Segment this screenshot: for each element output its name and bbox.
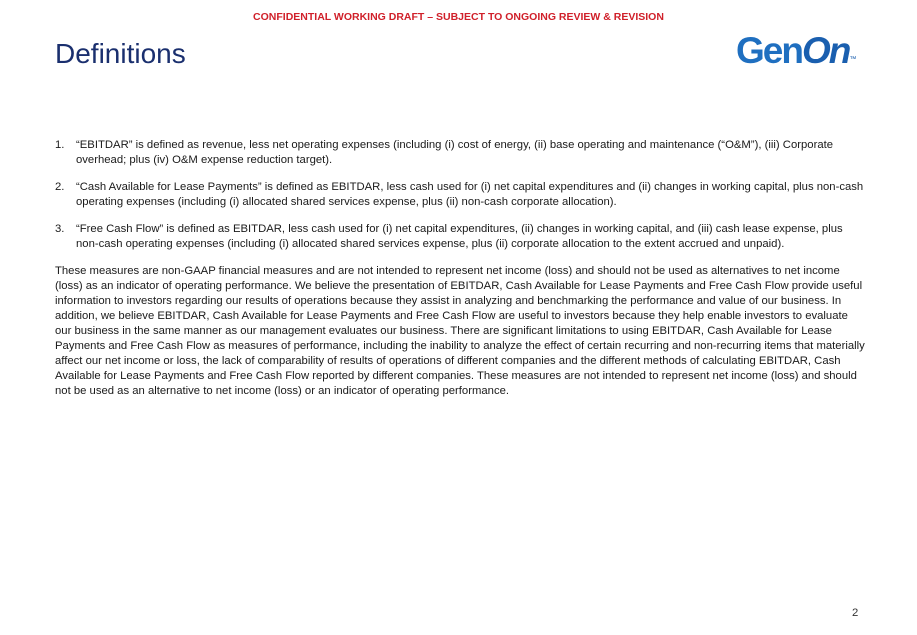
definition-item <box>55 180 865 210</box>
page-number: 2 <box>852 607 859 619</box>
definition-item <box>55 138 865 168</box>
definition-number: 1. <box>55 139 65 151</box>
non-gaap-paragraph: These measures are non-GAAP financial measures and are not intended to represent net income (loss) and should not be used as alternatives to net income (loss) as an indicator of operating performance. We believe the presentation of EBITDAR, Cash Available for Lease Payments and Free Cash Flow provide useful information to investors regarding our results of operations because they assist in analyzing and benchmarking the performance and value of our business. In addition, we believe EBITDAR, Cash Available for Lease Payments and Free Cash Flow are useful to investors because they help enable investors to evaluate our business in the same manner as our management evaluates our business. There are significant limitations to using EBITDAR, Cash Available for Lease Payments and Free Cash Flow as measures of performance, including the inability to analyze the effect of certain recurring and non-recurring items that materially affect our net income or loss, the lack of comparability of results of operations of different companies and the different methods of calculating EBITDAR, Cash Available for Lease Payments and Free Cash Flow reported by different companies. These measures are not intended to represent net income (loss) and should not be used as an alternative to net income (loss) or an indicator of operating performance. <box>55 265 865 397</box>
definition-number: 2. <box>55 181 65 193</box>
logo-part-gen: Gen <box>736 30 802 71</box>
definition-item <box>55 222 865 252</box>
definition-text: “Cash Available for Lease Payments” is defined as EBITDAR, less cash used for (i) net capital expenditures and (ii) changes in working capital, plus non-cash operating expenses (including (i) allocated shared services expense, plus (ii) non-cash corporate allocation). <box>76 181 864 208</box>
logo-part-on: On <box>801 30 850 71</box>
definition-text: “Free Cash Flow” is defined as EBITDAR, less cash used for (i) net capital expenditures, (ii) changes in working capital, and (iii) cash lease expense, plus non-cash operating expenses (including (i) allocated shared services expense, plus (ii) corporate allocation to the extent accrued and unpaid). <box>76 223 843 250</box>
genon-logo <box>736 30 856 72</box>
logo-trademark: ™ <box>849 56 857 63</box>
definition-text: “EBITDAR” is defined as revenue, less net operating expenses (including (i) cost of energy, (ii) base operating and maintenance (“O&M”), (iii) Corporate overhead; plus (iv) O&M expense reduction target). <box>76 139 834 166</box>
confidential-banner: CONFIDENTIAL WORKING DRAFT – SUBJECT TO ONGOING REVIEW & REVISION <box>253 11 664 23</box>
page-title: Definitions <box>55 38 186 69</box>
definition-number: 3. <box>55 223 65 235</box>
definitions-content <box>55 138 865 399</box>
